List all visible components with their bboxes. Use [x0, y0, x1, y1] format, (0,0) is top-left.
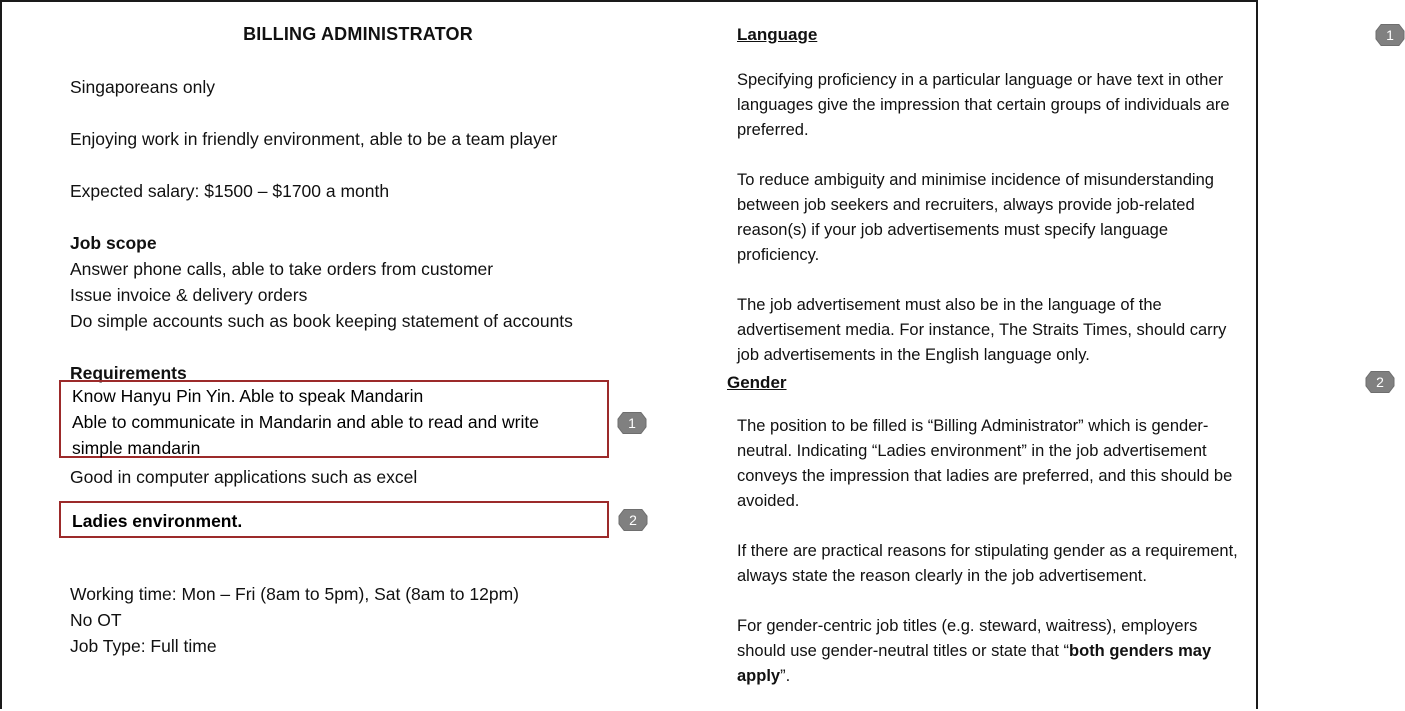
- note-heading-gender: Gender: [727, 373, 787, 392]
- note-paragraph: The position to be filled is “Billing Administrator” which is gender-neutral. Indicating “Ladies environment” in the job advertisement conveys the impression that ladies are preferred, and this should be avoided.: [737, 417, 1233, 510]
- job-scope-heading: Job scope: [70, 233, 157, 253]
- guidance-notes-column: [682, 2, 1394, 711]
- note-paragraph: The job advertisement must also be in the language of the advertisement media. For instance, The Straits Times, should carry job advertisements in the English language only.: [737, 296, 1227, 364]
- spacer: [70, 204, 660, 230]
- working-time-line: Working time: Mon – Fri (8am to 5pm), Sat (8am to 12pm): [70, 584, 519, 604]
- spacer: [70, 568, 660, 581]
- spacer: [70, 542, 660, 568]
- note-paragraph-mixed: [737, 614, 1247, 689]
- badge-marker-1-number: 1: [628, 415, 636, 431]
- note-badge-2-number: 2: [1376, 374, 1384, 390]
- badge-marker-1-icon: [617, 411, 647, 435]
- spacer: [70, 152, 660, 178]
- note-badge-2-icon: [1365, 370, 1395, 394]
- spacer: [70, 334, 660, 360]
- spacer: [70, 100, 660, 126]
- note-body-language: [737, 68, 1247, 368]
- note-badge-1-number: 1: [1386, 27, 1394, 43]
- note-paragraph-emphasis: both genders may apply: [737, 642, 1212, 685]
- note-body-gender: [737, 414, 1247, 689]
- flagged-gender-statement-box: [59, 501, 609, 538]
- job-scope-line: Answer phone calls, able to take orders from customer: [70, 259, 494, 279]
- note-paragraph: If there are practical reasons for stipulating gender as a requirement, always state the reason clearly in the job advertisement.: [737, 542, 1238, 585]
- job-type-line: Job Type: Full time: [70, 636, 217, 656]
- note-badge-1-icon: [1375, 23, 1405, 47]
- flagged-requirement-line: Know Hanyu Pin Yin. Able to speak Mandarin: [72, 386, 424, 406]
- note-paragraph-text-before: For gender-centric job titles (e.g. steward, waitress), employers should use gender-neutral titles or state that “: [737, 617, 1198, 660]
- job-scope-line: Issue invoice & delivery orders: [70, 285, 308, 305]
- advertisement-title: BILLING ADMINISTRATOR: [243, 24, 473, 44]
- salary-line: Expected salary: $1500 – $1700 a month: [70, 181, 390, 201]
- badge-marker-2-number: 2: [629, 512, 637, 528]
- attitude-line: Enjoying work in friendly environment, able to be a team player: [70, 129, 558, 149]
- job-advertisement-column: [2, 2, 674, 711]
- advertisement-body: [70, 74, 660, 659]
- flagged-requirement-line: simple mandarin: [72, 438, 201, 458]
- badge-marker-2-icon: [618, 508, 648, 532]
- requirements-heading: Requirements: [70, 363, 187, 383]
- job-scope-line: Do simple accounts such as book keeping statement of accounts: [70, 311, 573, 331]
- note-heading-language: Language: [737, 25, 818, 44]
- flagged-environment-line: Ladies environment.: [72, 511, 243, 531]
- flagged-language-requirement-box: [59, 380, 609, 458]
- other-requirement-line: Good in computer applications such as excel: [70, 467, 418, 487]
- note-paragraph: To reduce ambiguity and minimise incidence of misunderstanding between job seekers and recruiters, always provide job-related reason(s) if your job advertisements must specify language proficiency.: [737, 171, 1214, 264]
- nationality-line: Singaporeans only: [70, 77, 215, 97]
- overtime-line: No OT: [70, 610, 122, 630]
- flagged-requirement-line: Able to communicate in Mandarin and able to read and write: [72, 412, 539, 432]
- note-paragraph: Specifying proficiency in a particular language or have text in other languages give the impression that certain groups of individuals are preferred.: [737, 71, 1230, 139]
- note-paragraph-text-after: ”.: [780, 667, 791, 685]
